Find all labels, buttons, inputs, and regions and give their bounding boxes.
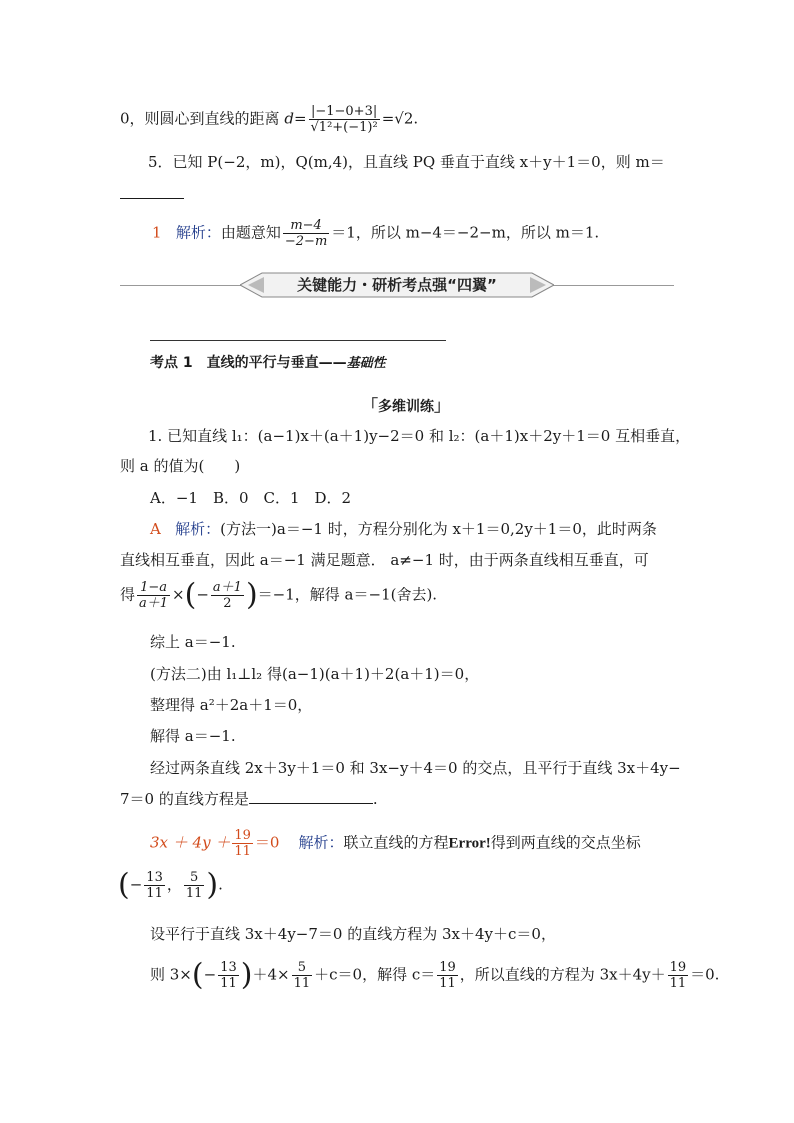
bracket-right: 」 bbox=[434, 396, 451, 415]
frac-num: 5 bbox=[184, 870, 205, 886]
frac-den: 11 bbox=[234, 844, 251, 859]
answer-value-pre: 3x ＋ 4y ＋ bbox=[150, 833, 231, 852]
frac-den: −2−m bbox=[284, 234, 328, 249]
banner-rule-right bbox=[534, 285, 674, 286]
text: ＝0. bbox=[690, 965, 720, 984]
equals: = bbox=[293, 109, 307, 128]
text-post: ＝−1，解得 a＝−1(舍去). bbox=[257, 585, 438, 604]
banner-title: 关键能力・研析考点强“四翼” bbox=[297, 276, 497, 294]
frac-num: 5 bbox=[292, 960, 313, 976]
answer-1-line5: (方法二)由 l₁⊥l₂ 得(a−1)(a＋1)＋2(a＋1)＝0， bbox=[150, 665, 480, 683]
section-rule bbox=[150, 340, 446, 341]
blank-line bbox=[120, 184, 184, 199]
answer-1-line1 bbox=[150, 519, 657, 539]
paren-open: ( bbox=[184, 577, 197, 613]
fraction-1 bbox=[137, 580, 170, 611]
distance-fraction bbox=[309, 104, 380, 135]
analysis-label: 解析： bbox=[175, 520, 221, 538]
answer-2-line4: 则 3×(− $\frac{13}{11}$ )＋4× $\frac{5}{11}$ ＋c＝0，解得 c＝ $\frac{19}{11}$ ，所以直线的方程为 3x＋4y＋ $\frac{19}{11}$ ＝0. bbox=[150, 957, 720, 993]
analysis-text-2: ＝1，所以 m−4＝−2−m，所以 m＝1. bbox=[331, 223, 600, 242]
question-5-text: 5．已知 P(−2，m)，Q(m,4)，且直线 PQ 垂直于直线 x＋y＋1＝0，则 m＝ bbox=[148, 153, 665, 171]
paren-close: ) bbox=[240, 957, 253, 993]
banner-rule-left bbox=[120, 285, 260, 286]
paren-open: ( bbox=[191, 957, 204, 993]
point-y-fraction bbox=[184, 870, 205, 901]
section-tag: 基础性 bbox=[346, 356, 386, 371]
text: 则 3× bbox=[150, 965, 192, 984]
answer-fraction bbox=[232, 828, 253, 859]
distance-text: 0，则圆心到直线的距离 bbox=[120, 109, 280, 128]
analysis-text-2: 得到两直线的交点坐标 bbox=[490, 833, 641, 852]
point-x-fraction bbox=[144, 870, 165, 901]
frac-num: 19 bbox=[234, 828, 251, 843]
frac-den: 11 bbox=[293, 976, 311, 991]
slope-fraction bbox=[283, 218, 329, 249]
question-1-options: A．−1 B．0 C．1 D．2 bbox=[150, 489, 352, 507]
answer-1-line6: 整理得 a²＋2a＋1＝0， bbox=[150, 696, 313, 714]
answer-1-line7: 解得 a＝−1. bbox=[150, 727, 236, 745]
question-5 bbox=[148, 152, 665, 172]
frac-num: m−4 bbox=[283, 218, 329, 234]
question-2-line1: 经过两条直线 2x＋3y＋1＝0 和 3x−y＋4＝0 的交点，且平行于直线 3x＋4y− bbox=[150, 759, 681, 777]
answer-1-line4: 综上 a＝−1. bbox=[150, 633, 236, 651]
answer-2-line3: 设平行于直线 3x＋4y−7＝0 的直线方程为 3x＋4y＋c＝0， bbox=[150, 925, 556, 943]
analysis-text: 联立直线的方程 bbox=[343, 833, 449, 852]
minus-sign: − bbox=[196, 585, 209, 604]
answer-blank-5[interactable] bbox=[120, 184, 184, 203]
bracket-left: 「 bbox=[362, 396, 379, 415]
frac-num: 13 bbox=[220, 960, 237, 975]
text: 得 bbox=[120, 585, 136, 604]
section-title: 考点 1 直线的平行与垂直—— bbox=[150, 355, 347, 371]
analysis-text: (方法一)a＝−1 时，方程分别化为 x＋1＝0,2y＋1＝0，此时两条 bbox=[220, 520, 657, 538]
fraction-2 bbox=[211, 580, 244, 611]
error-text: Error! bbox=[448, 835, 491, 852]
training-header bbox=[362, 393, 450, 416]
answer-2-line1 bbox=[150, 828, 641, 859]
frac-den: 11 bbox=[146, 886, 163, 901]
analysis-label: 解析： bbox=[175, 223, 221, 242]
frac-den: 2 bbox=[223, 596, 232, 611]
answer-blank-2[interactable] bbox=[249, 789, 373, 804]
answer-value: A bbox=[150, 520, 161, 538]
var-d: d bbox=[284, 109, 294, 128]
paren-open: ( bbox=[118, 867, 130, 903]
y-fraction bbox=[292, 960, 313, 991]
c-fraction bbox=[437, 960, 458, 991]
frac-den: a＋1 bbox=[139, 596, 169, 611]
text: ＋4× bbox=[252, 965, 290, 984]
times-sign: × bbox=[172, 585, 185, 604]
answer-1-line3 bbox=[120, 577, 438, 613]
question-2-text: 7＝0 的直线方程是 bbox=[120, 790, 249, 808]
paren-close: ) bbox=[245, 577, 258, 613]
paren-close: ) bbox=[206, 867, 219, 903]
frac-den: 11 bbox=[669, 976, 687, 991]
distance-line bbox=[120, 104, 418, 135]
frac-num: 19 bbox=[669, 960, 687, 975]
frac-num: 13 bbox=[146, 870, 163, 885]
frac-num: |−1−0+3| bbox=[309, 104, 380, 120]
frac-den: √1²+(−1)² bbox=[310, 120, 378, 135]
frac-den: 11 bbox=[439, 976, 456, 991]
distance-result: =√2. bbox=[381, 109, 419, 128]
frac-num: a＋1 bbox=[212, 580, 242, 595]
text: ＋c＝0，解得 c＝ bbox=[314, 965, 436, 984]
frac-den: 11 bbox=[185, 886, 203, 901]
text: ，所以直线的方程为 3x＋4y＋ bbox=[459, 965, 666, 984]
period: . bbox=[372, 790, 378, 808]
answer-5 bbox=[152, 218, 599, 249]
answer-1-line2: 直线相互垂直，因此 a＝−1 满足题意． a≠−1 时，由于两条直线相互垂直，可 bbox=[120, 551, 649, 569]
training-title: 多维训练 bbox=[378, 399, 435, 415]
analysis-label: 解析： bbox=[298, 833, 344, 852]
question-2-line2 bbox=[120, 789, 378, 809]
frac-num: 1−a bbox=[137, 580, 170, 596]
section-heading bbox=[150, 352, 386, 372]
question-1-line2: 则 a 的值为( ) bbox=[120, 457, 241, 475]
analysis-text: 由题意知 bbox=[220, 223, 281, 242]
neg-x-fraction bbox=[218, 960, 239, 991]
frac-num: 19 bbox=[439, 960, 456, 975]
result-fraction bbox=[668, 960, 689, 991]
intersection-point: (− $\frac{13}{11}$ ， $\frac{5}{11}$ ). bbox=[118, 867, 223, 903]
question-1-line1: 1. 已知直线 l₁：(a−1)x＋(a＋1)y−2＝0 和 l₂：(a＋1)x＋2y＋1＝0 互相垂直， bbox=[148, 427, 691, 445]
answer-value-post: ＝0 bbox=[254, 833, 280, 852]
frac-den: 11 bbox=[220, 976, 237, 991]
answer-value: 1 bbox=[152, 223, 162, 242]
